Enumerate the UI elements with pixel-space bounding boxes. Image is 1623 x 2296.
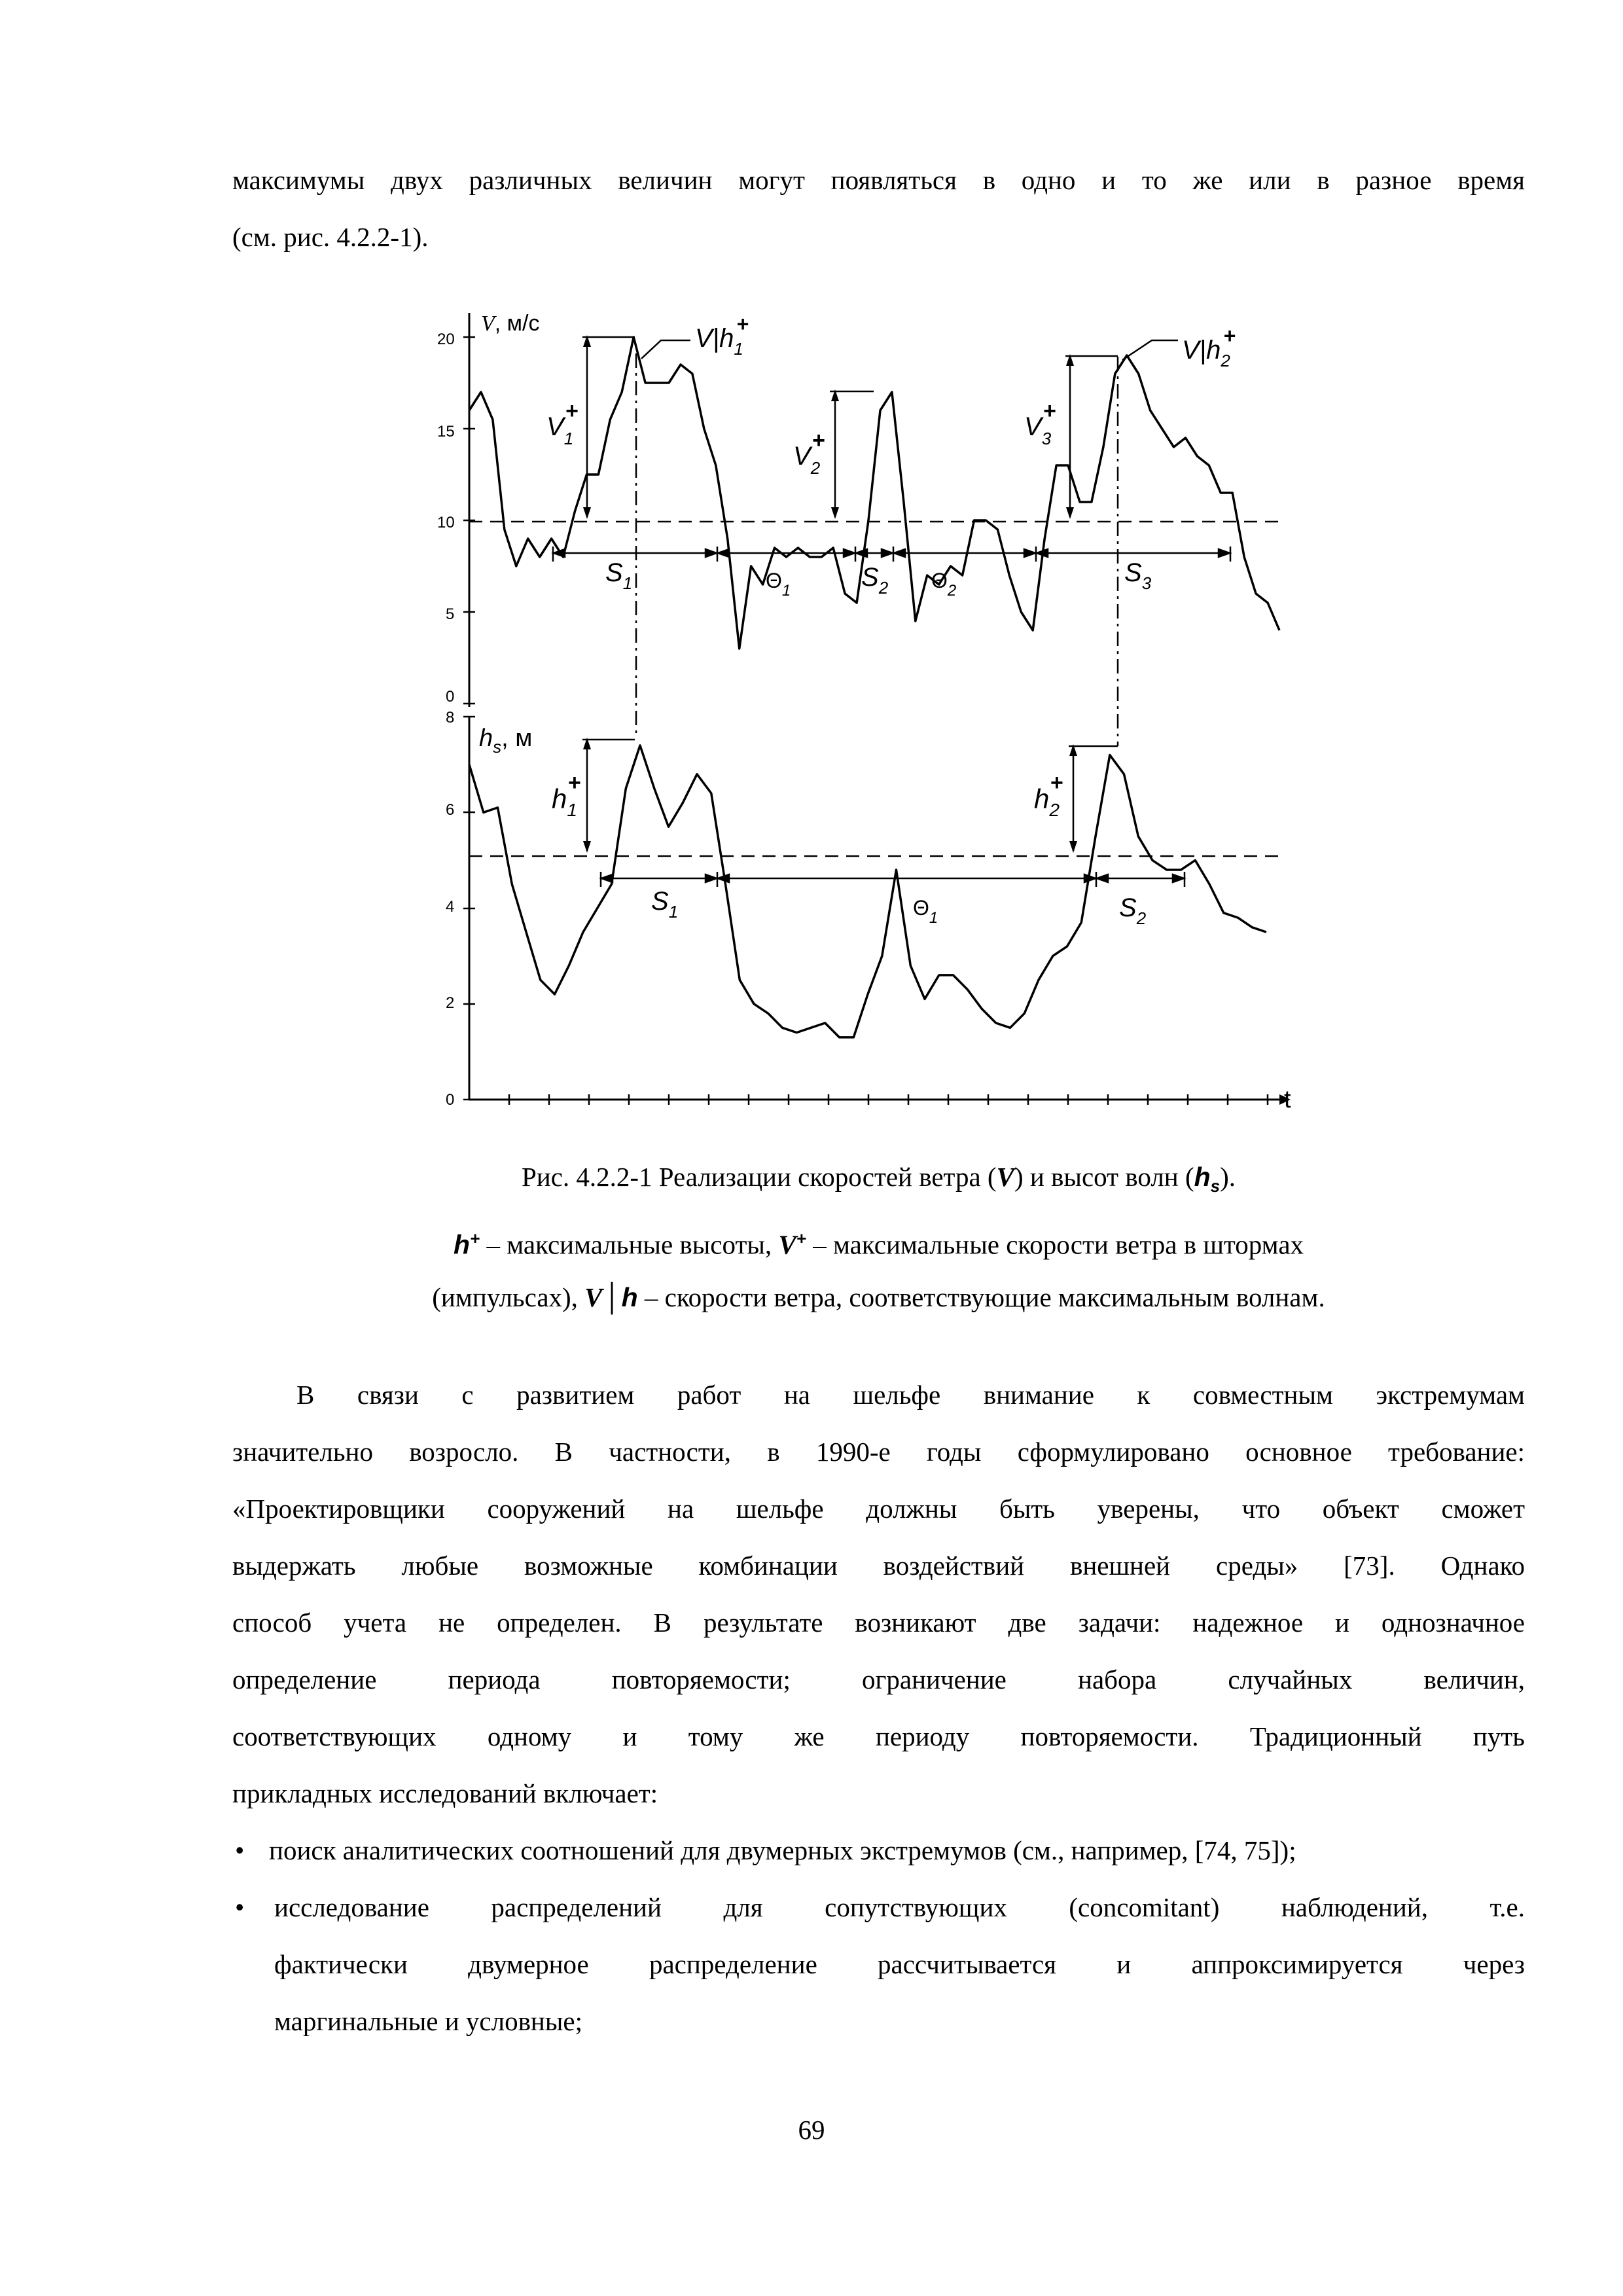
main-paragraph <box>232 1367 1525 1822</box>
text-line: определение периода повторяемости; ограничение набора случайных величин, <box>232 1664 1525 1695</box>
wave-height-series <box>469 745 1266 1037</box>
upper-y-axis-label: V, м/с <box>481 311 540 336</box>
lower-tick-label: 8 <box>446 709 455 726</box>
label-h2-plus: $h_2+$ <box>1034 770 1063 820</box>
text-line: поиск аналитических соотношений для двумерных экстремумов (см., например, [74, 75]); <box>269 1835 1296 1865</box>
text-line: максимумы двух различных величин могут появляться в одно и то же или в разное время <box>232 165 1525 195</box>
text-line: В связи с развитием работ на шельфе внимание к совместным экстремумам <box>296 1380 1525 1410</box>
label-v-given-h1: $V|h_1+$ <box>695 312 749 359</box>
text-line: способ учета не определен. В результате возникают две задачи: надежное и однозначное <box>232 1607 1525 1638</box>
lower-y-axis-label: $h_s$, м <box>479 725 533 757</box>
label-theta1-upper: $\Theta_1$ <box>766 569 791 600</box>
caption-line-1: Рис. 4.2.2-1 Реализации скоростей ветра (V) и высот волн $(h_s)$. <box>521 1162 1236 1196</box>
upper-tick-label: 20 <box>437 331 455 348</box>
text-line: (см. рис. 4.2.2-1). <box>232 222 429 252</box>
caption-line-2: h+ – максимальные высоты, V+ – максимальные скорости ветра в штормах <box>453 1229 1304 1260</box>
bullet-icon: • <box>235 1835 245 1865</box>
label-v3-plus: $V_3+$ <box>1024 399 1057 448</box>
text-line: значительно возросло. В частности, в 1990-е годы сформулировано основное требование: <box>232 1437 1525 1467</box>
label-s3-upper: $S_3$ <box>1124 558 1152 593</box>
wind-speed-series <box>469 337 1279 649</box>
lower-annotation-marks <box>582 738 1185 887</box>
caption-line-3: (импульсах), V│h – скорости ветра, соответствующие максимальным волнам. <box>432 1282 1325 1312</box>
figure-caption <box>232 1151 1525 1323</box>
label-s1-lower: $S_1$ <box>651 887 679 922</box>
upper-tick-label: 15 <box>437 423 455 440</box>
text-line: прикладных исследований включает: <box>232 1778 658 1808</box>
upper-tick-label: 10 <box>437 514 455 531</box>
label-theta1-lower: $\Theta_1$ <box>913 896 938 927</box>
upper-tick-label: 5 <box>446 605 455 623</box>
label-v2-plus: $V_2+$ <box>793 428 826 478</box>
label-h1-plus: $h_1+$ <box>552 770 581 820</box>
label-s2-upper: $S_2$ <box>861 563 889 598</box>
bullet-icon: • <box>235 1892 245 1922</box>
page-number: 69 <box>798 2115 825 2145</box>
lower-tick-label: 6 <box>446 801 455 819</box>
text-line: фактически двумерное распределение рассчитывается и аппроксимируется через <box>274 1949 1525 1979</box>
text-line: «Проектировщики сооружений на шельфе должны быть уверены, что объект сможет <box>232 1494 1525 1524</box>
text-line: маргинальные и условные; <box>274 2006 582 2036</box>
upper-tick-label: 0 <box>446 688 455 706</box>
label-s2-lower: $S_2$ <box>1119 893 1147 928</box>
lower-tick-label: 2 <box>446 994 455 1012</box>
label-v-given-h2: $V|h_2+$ <box>1182 324 1236 370</box>
text-line: соответствующих одному и тому же периоду повторяемости. Традиционный путь <box>232 1721 1525 1751</box>
list-item <box>232 1822 1525 1879</box>
text-line: выдержать любые возможные комбинации воздействий внешней среды» [73]. Однако <box>232 1551 1525 1581</box>
bullet-list <box>232 1822 1525 2050</box>
label-theta2-upper: $\Theta_2$ <box>931 569 957 600</box>
list-item <box>232 1879 1525 2050</box>
lower-tick-label: 0 <box>446 1091 455 1109</box>
upper-annotation-marks <box>553 335 1230 562</box>
x-axis-label: t <box>1284 1086 1291 1113</box>
text-line: исследование распределений для сопутствующих (concomitant) наблюдений, т.е. <box>274 1892 1525 1922</box>
lower-tick-label: 4 <box>446 898 455 916</box>
label-v1-plus: $V_1+$ <box>546 399 579 448</box>
label-s1-upper: $S_1$ <box>605 558 633 593</box>
